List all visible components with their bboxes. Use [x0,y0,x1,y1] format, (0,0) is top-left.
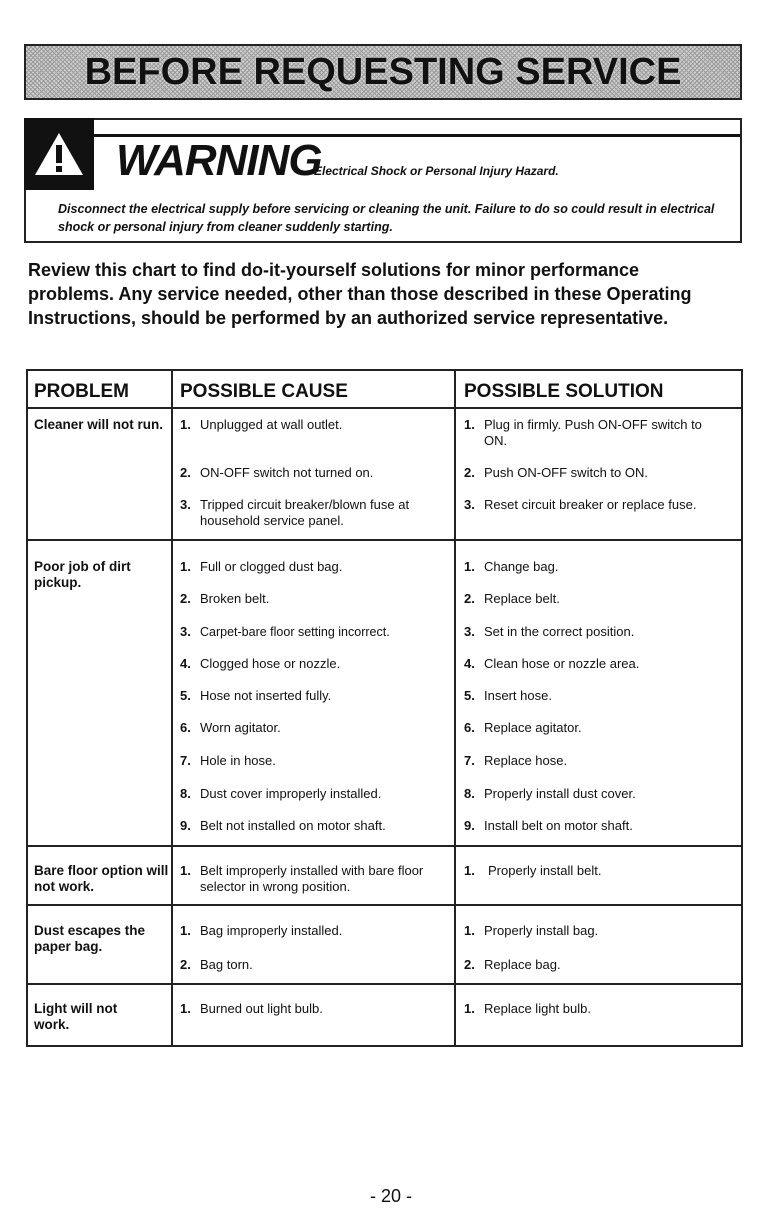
solution-item: 2. Replace bag. [464,957,561,972]
solution-item: 1. Properly install bag. [464,923,599,938]
warning-box [24,118,742,243]
solution-item: 1. Replace light bulb. [464,1001,591,1016]
cause-item: 1. Unplugged at wall outlet. [180,417,343,432]
cause-item: 8. Dust cover improperly installed. [180,786,382,801]
warning-title: WARNING [116,136,322,185]
solution-item: 1. Properly install belt. [464,863,602,878]
column-divider [454,371,456,1045]
solution-item: 2. Replace belt. [464,591,560,606]
header-possible-solution: POSSIBLE SOLUTION [464,381,664,402]
problem-cell: Bare floor option will not work. [34,863,169,894]
cause-item: 1. Burned out light bulb. [180,1001,323,1016]
solution-item: 3. Set in the correct position. [464,624,635,639]
cause-item: 1. Belt improperly installed with bare floor selector in wrong position. [180,863,424,894]
cause-item: 1. Bag improperly installed. [180,923,343,938]
page-title: BEFORE REQUESTING SERVICE [84,50,682,93]
problem-cell: Light will not work. [34,1001,118,1032]
solution-item: 7. Replace hose. [464,753,568,768]
solution-item: 9. Install belt on motor shaft. [464,818,633,833]
cause-item: 6. Worn agitator. [180,720,281,735]
row-divider [28,845,741,847]
solution-item: 6. Replace agitator. [464,720,582,735]
cause-item: 3. Carpet-bare floor setting incorrect. [180,624,390,639]
intro-paragraph: Review this chart to find do-it-yourself solutions for minor performance problems. Any service needed, other than those described in these Operating Instructions, should be performed by an authorized service representative. [28,260,692,328]
cause-item: 1. Full or clogged dust bag. [180,559,343,574]
row-divider [28,983,741,985]
solution-item: 2. Push ON-OFF switch to ON. [464,465,648,480]
solution-item: 1. Change bag. [464,559,559,574]
row-divider [28,539,741,541]
cause-item: 7. Hole in hose. [180,753,276,768]
header-problem: PROBLEM [34,381,129,402]
warning-badge [24,118,94,190]
problem-cell: Cleaner will not run. [34,417,164,432]
warning-triangle-icon [33,129,85,179]
solution-item: 5. Insert hose. [464,688,552,703]
cause-item: 5. Hose not inserted fully. [180,688,332,703]
cause-item: 3. Tripped circuit breaker/blown fuse at household service panel. [180,497,410,528]
header-banner [24,44,742,100]
cause-item: 9. Belt not installed on motor shaft. [180,818,386,833]
header-possible-cause: POSSIBLE CAUSE [180,381,348,402]
warning-subtitle: Electrical Shock or Personal Injury Hazard. [314,164,559,178]
cause-item: 2. Broken belt. [180,591,270,606]
solution-item: 4. Clean hose or nozzle area. [464,656,640,671]
solution-item: 8. Properly install dust cover. [464,786,636,801]
solution-item: 1. Plug in firmly. Push ON-OFF switch to ON. [464,417,702,448]
cause-item: 4. Clogged hose or nozzle. [180,656,341,671]
problem-cell: Poor job of dirt pickup. [34,559,131,590]
row-divider [28,904,741,906]
column-divider [171,371,173,1045]
row-divider [28,407,741,409]
troubleshooting-table [26,369,743,1047]
page-number: - 20 - [369,1186,412,1206]
cause-item: 2. ON-OFF switch not turned on. [180,465,374,480]
cause-item: 2. Bag torn. [180,957,253,972]
solution-item: 3. Reset circuit breaker or replace fuse. [464,497,697,512]
problem-cell: Dust escapes the paper bag. [34,923,146,954]
warning-body: Disconnect the electrical supply before servicing or cleaning the unit. Failure to do so could result in electrical shock or personal injury from cleaner suddenly starting. [58,202,715,234]
